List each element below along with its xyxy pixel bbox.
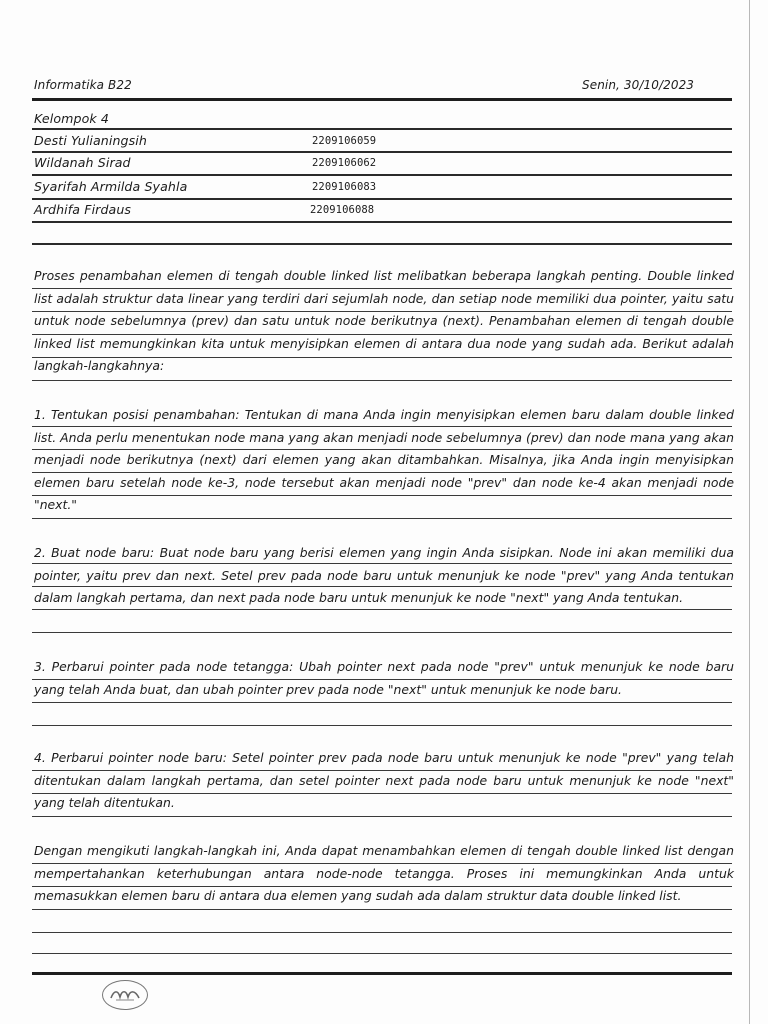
member-nim: 2209106088 <box>310 204 375 216</box>
date-label: Senin, 30/10/2023 <box>582 78 695 92</box>
ruled-line <box>32 472 732 473</box>
conclusion-paragraph: Dengan mengikuti langkah-langkah ini, Anda dapat menambahkan elemen di tengah double linked list dengan mempertahankan keterhubungan antara node-node tetangga. Proses ini memungkinkan Anda untuk memasukkan elemen baru di antara dua elemen yang sudah ada dalam struktur data double linked list. <box>34 843 734 904</box>
ruled-line <box>32 198 732 200</box>
step-4-paragraph: 4. Perbarui pointer node baru: Setel pointer prev pada node baru untuk menunjuk ke node "prev" yang telah ditentukan dalam langkah pertama, dan setel pointer next pada node baru untuk menunjuk ke node "next" yang telah ditentukan. <box>34 750 734 811</box>
intro-paragraph: Proses penambahan elemen di tengah double linked list melibatkan beberapa langkah penting. Double linked list adalah struktur data linear yang terdiri dari sejumlah node, dan setiap node memiliki dua pointer, yaitu satu untuk node sebelumnya (prev) dan satu untuk node berikutnya (next). Penambahan elemen di tengah double linked list memungkinkan kita untuk menyisipkan elemen di antara dua node yang sudah ada. Berikut adalah langkah-langkahnya: <box>34 268 734 374</box>
member-nim: 2209106059 <box>312 135 377 147</box>
member-nim: 2209106062 <box>312 157 377 169</box>
ruled-line <box>32 357 732 358</box>
ruled-line <box>32 770 732 771</box>
ruled-line <box>32 679 732 680</box>
ruled-line <box>32 243 732 245</box>
header-rule <box>32 98 732 101</box>
ruled-line <box>32 586 732 587</box>
course-label: Informatika B22 <box>34 78 132 92</box>
member-name: Syarifah Armilda Syahla <box>34 179 188 194</box>
step-2-paragraph: 2. Buat node baru: Buat node baru yang berisi elemen yang ingin Anda sisipkan. Node ini akan memiliki dua pointer, yaitu prev dan next. Setel prev pada node baru untuk menunjuk ke node "prev" yang Anda tentukan dalam langkah pertama, dan next pada node baru untuk menunjuk ke node "next" yang Anda tentukan. <box>34 545 734 606</box>
ruled-line <box>32 518 732 519</box>
ruled-line <box>32 863 732 864</box>
ruled-line <box>32 816 732 817</box>
footer-rule <box>32 972 732 975</box>
ruled-line <box>32 909 732 910</box>
ruled-line <box>32 426 732 427</box>
ruled-line <box>32 311 732 312</box>
ruled-line <box>32 288 732 289</box>
member-nim: 2209106083 <box>312 181 377 193</box>
ruled-line <box>32 953 732 954</box>
ruled-line <box>32 932 732 933</box>
ruled-line <box>32 174 732 176</box>
ruled-line <box>32 632 732 633</box>
member-name: Ardhifa Firdaus <box>34 202 132 217</box>
ruled-line <box>32 334 732 335</box>
notebook-logo-icon <box>102 980 148 1010</box>
member-name: Wildanah Sirad <box>34 155 131 170</box>
ruled-line <box>32 563 732 564</box>
step-1-paragraph: 1. Tentukan posisi penambahan: Tentukan di mana Anda ingin menyisipkan elemen baru dalam double linked list. Anda perlu menentukan node mana yang akan menjadi node sebelumnya (prev) dan node mana yang akan menjadi node berikutnya (next) dari elemen yang akan ditambahkan. Misalnya, jika Anda ingin menyisipkan elemen baru setelah node ke-3, node tersebut akan menjadi node "prev" dan node ke-4 akan menjadi node "next." <box>34 407 734 513</box>
ruled-line <box>32 886 732 887</box>
ruled-line <box>32 793 732 794</box>
ruled-line <box>32 495 732 496</box>
ruled-line <box>32 151 732 153</box>
group-title: Kelompok 4 <box>34 111 110 126</box>
ruled-line <box>32 221 732 223</box>
ruled-line <box>32 128 732 130</box>
ruled-line <box>32 609 732 610</box>
ruled-line <box>32 725 732 726</box>
step-3-paragraph: 3. Perbarui pointer pada node tetangga: Ubah pointer next pada node "prev" untuk menunjuk ke node baru yang telah Anda buat, dan ubah pointer prev pada node "next" untuk menunjuk ke node baru. <box>34 659 734 697</box>
ruled-line <box>32 702 732 703</box>
ruled-line <box>32 449 732 450</box>
ruled-line <box>32 380 732 381</box>
page-edge-line <box>749 0 750 1024</box>
member-name: Desti Yulianingsih <box>34 133 147 148</box>
